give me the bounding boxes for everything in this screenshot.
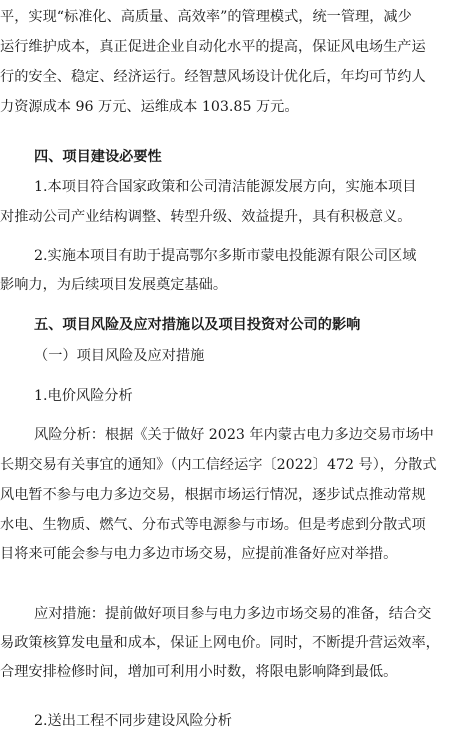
subsection-heading: 1.电价风险分析 [34, 388, 133, 404]
section-heading: 四、项目建设必要性 [34, 149, 162, 165]
paragraph-line: 风电暂不参与电力多边交易，根据市场运行情况，逐步试点推动常规 [0, 487, 426, 503]
paragraph-line: 行的安全、稳定、经济运行。经智慧风场设计优化后，年均可节约人 [0, 69, 426, 85]
paragraph-line: 对推动公司产业结构调整、转型升级、效益提升，具有积极意义。 [0, 209, 412, 225]
paragraph-line: 影响力，为后续项目发展奠定基础。 [0, 277, 228, 293]
section-heading: 五、项目风险及应对措施以及项目投资对公司的影响 [34, 317, 361, 333]
paragraph-line: 平，实现“标准化、高质量、高效率”的管理模式，统一管理，减少 [0, 9, 412, 25]
paragraph-line: 合理安排检修时间，增加可利用小时数，将限电影响降到最低。 [0, 664, 398, 680]
paragraph-line: 目将来可能会参与电力多边市场交易，应提前准备好应对举措。 [0, 546, 398, 562]
paragraph-line: 运行维护成本，真正促进企业自动化水平的提高，保证风电场生产运 [0, 39, 426, 55]
subsection-heading: 2.送出工程不同步建设风险分析 [34, 713, 232, 729]
paragraph-line: 1.本项目符合国家政策和公司清洁能源发展方向，实施本项目 [34, 179, 417, 195]
paragraph-line: 长期交易有关事宜的通知》（内工信经运字〔2022〕472 号），分散式 [0, 457, 437, 473]
subsection-heading: （一）项目风险及应对措施 [34, 348, 205, 364]
paragraph-line: 风险分析：根据《关于做好 2023 年内蒙古电力多边交易市场中 [34, 427, 434, 443]
paragraph-line: 力资源成本 96 万元、运维成本 103.85 万元。 [0, 99, 299, 115]
paragraph-line: 易政策核算发电量和成本，保证上网电价。同时，不断提升营运效率， [0, 635, 440, 651]
paragraph-line: 2.实施本项目有助于提高鄂尔多斯市蒙电投能源有限公司区域 [34, 248, 417, 264]
paragraph-line: 水电、生物质、燃气、分布式等电源参与市场。但是考虑到分散式项 [0, 517, 426, 533]
paragraph-line: 应对措施：提前做好项目参与电力多边市场交易的准备，结合交 [34, 606, 432, 622]
